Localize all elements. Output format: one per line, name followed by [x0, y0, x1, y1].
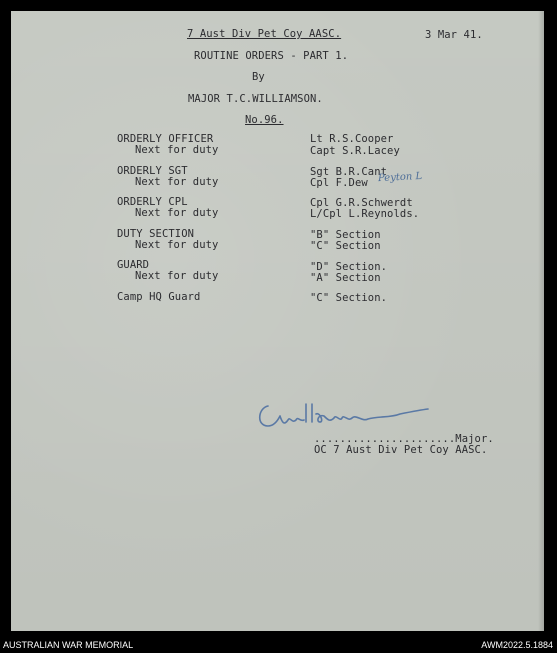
next-label: Next for duty [135, 270, 219, 282]
handwritten-annotation: Peyton L [377, 170, 423, 185]
next-value: "C" Section [310, 240, 381, 252]
signature [250, 392, 450, 438]
duty-label: ORDERLY CPL [117, 196, 188, 208]
duty-label: DUTY SECTION [117, 228, 195, 240]
order-number: No.96. [245, 114, 284, 126]
issuer: MAJOR T.C.WILLIAMSON. [188, 93, 323, 105]
next-label: Next for duty [135, 207, 219, 219]
footer-accession-number: AWM2022.5.1884 [481, 640, 553, 650]
next-value: L/Cpl L.Reynolds. [310, 208, 420, 220]
next-label: Next for duty [135, 176, 219, 188]
next-label: Next for duty [135, 144, 219, 156]
signature-title: OC 7 Aust Div Pet Coy AASC. [314, 444, 488, 456]
duty-label: GUARD [117, 259, 150, 271]
next-value: "A" Section [310, 272, 381, 284]
next-value: Cpl F.Dew [310, 177, 368, 189]
footer-institution: AUSTRALIAN WAR MEMORIAL [3, 640, 134, 650]
page-edge-shadow [538, 11, 544, 631]
duty-value: Sgt B.R.Cant [310, 166, 388, 178]
next-value: Capt S.R.Lacey [310, 145, 400, 157]
duty-value: "D" Section. [310, 261, 388, 273]
duty-label: ORDERLY SGT [117, 165, 188, 177]
signature-line: ......................Major. [314, 433, 494, 445]
duty-label: ORDERLY OFFICER [117, 133, 214, 145]
next-label: Next for duty [135, 239, 219, 251]
date: 3 Mar 41. [425, 29, 483, 41]
duty-value: Lt R.S.Cooper [310, 133, 394, 145]
unit-heading: 7 Aust Div Pet Coy AASC. [187, 28, 342, 40]
by-line: By [252, 71, 265, 83]
camp-guard-label: Camp HQ Guard [117, 291, 201, 303]
duty-value: "B" Section [310, 229, 381, 241]
camp-guard-value: "C" Section. [310, 292, 388, 304]
signature-scrawl [250, 392, 450, 438]
duty-value: Cpl G.R.Schwerdt [310, 197, 413, 209]
orders-title: ROUTINE ORDERS - PART 1. [194, 50, 349, 62]
